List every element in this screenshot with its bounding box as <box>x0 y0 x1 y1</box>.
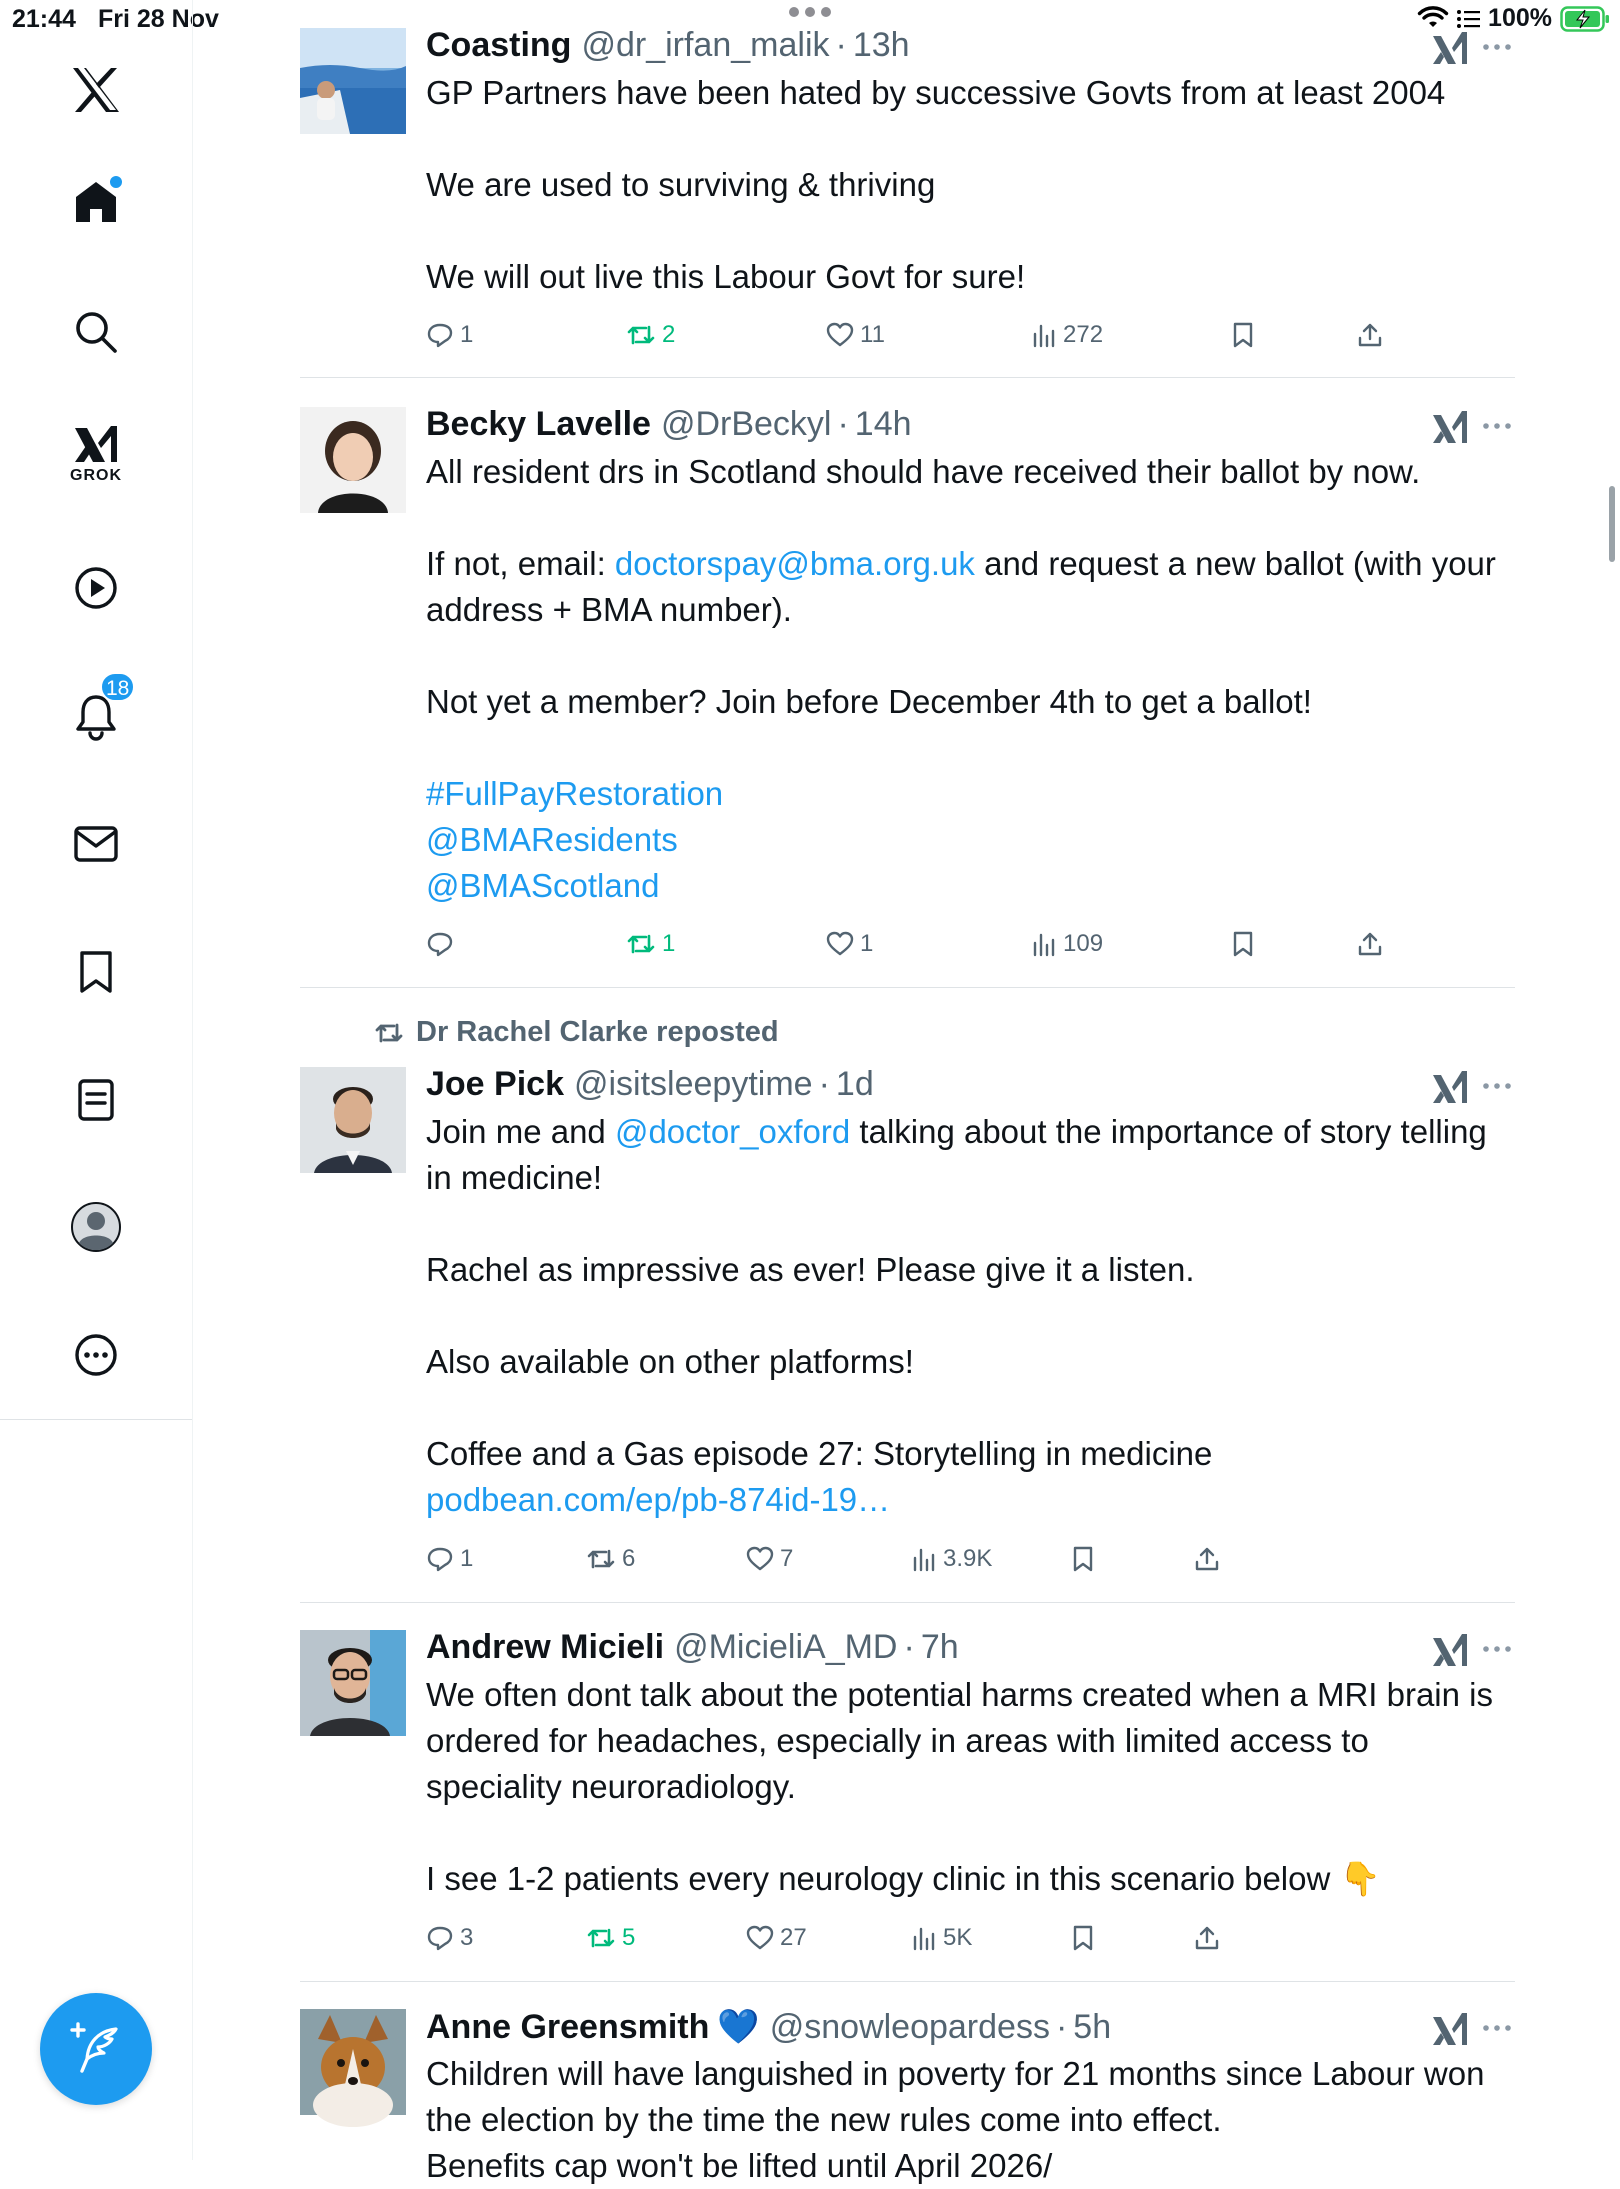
tweet-header: Andrew Micieli @MicieliA_MD · 7h <box>426 1628 959 1666</box>
tweet-divider <box>300 1602 1515 1603</box>
tweet[interactable] <box>300 2007 1515 2184</box>
bookmark-outline-icon <box>1231 930 1255 958</box>
tweet-time[interactable]: 5h <box>1073 2008 1112 2046</box>
tweet-text: We often dont talk about the potential harms created when a MRI brain is ordered for headaches, especially in areas with limited access to speciality neuroradiology. I see 1-2 patients every neurology clinic in this scenario below 👇 <box>426 1676 1493 1897</box>
heart-icon <box>746 1546 774 1572</box>
tweet-header: Becky Lavelle @DrBeckyl · 14h <box>426 405 912 443</box>
sidebar-item-notifications[interactable] <box>56 676 136 756</box>
reply-icon <box>426 930 454 958</box>
bookmark-icon <box>76 949 116 995</box>
repost-button[interactable] <box>586 1539 635 1579</box>
views-button[interactable] <box>911 1539 992 1579</box>
share-icon <box>1193 1545 1221 1573</box>
sidebar-item-grok-label: GROK <box>70 467 122 484</box>
play-icon <box>73 565 119 611</box>
bookmark-outline-icon <box>1071 1545 1095 1573</box>
author-name[interactable]: Becky Lavelle <box>426 405 651 443</box>
repost-icon <box>586 1924 616 1952</box>
bookmark-button[interactable] <box>1231 924 1255 964</box>
tweet-time[interactable]: 13h <box>852 26 910 64</box>
sidebar-item-profile[interactable] <box>56 1187 136 1267</box>
grok-explain-icon[interactable] <box>1430 1067 1470 1107</box>
share-icon <box>1356 321 1384 349</box>
reply-button[interactable] <box>426 1539 473 1579</box>
heart-icon <box>826 322 854 348</box>
status-date: Fri 28 Nov <box>98 5 219 33</box>
repost-count: 1 <box>662 930 676 957</box>
views-chart-icon <box>1031 931 1057 957</box>
author-handle[interactable]: @snowleopardess <box>769 2008 1050 2046</box>
author-name[interactable]: Coasting <box>426 26 572 64</box>
bookmark-outline-icon <box>1071 1924 1095 1952</box>
repost-icon <box>626 930 656 958</box>
new-posts-dot <box>108 174 124 190</box>
share-button[interactable] <box>1193 1539 1221 1579</box>
like-count: 27 <box>780 1924 807 1951</box>
avatar[interactable] <box>300 407 406 513</box>
views-chart-icon <box>911 1546 937 1572</box>
tweet-actions <box>426 924 1426 964</box>
reply-icon <box>426 321 454 349</box>
tweet-text: Join me and @doctor_oxford talking about the importance of story telling in medicine! Rachel as impressive as ever! Please give it a listen. Also available on other platforms! Coffee and a Gas episode 27: Storytelling in medicine podbean.com/ep/pb-874id-19… <box>426 1113 1487 1518</box>
like-button[interactable] <box>746 1918 807 1958</box>
battery-charging-icon <box>1560 6 1610 32</box>
mail-icon <box>73 824 119 864</box>
compose-icon <box>68 2021 124 2077</box>
share-button[interactable] <box>1356 924 1384 964</box>
view-count: 3.9K <box>943 1545 993 1572</box>
like-count: 11 <box>860 321 885 348</box>
tweet-text: All resident drs in Scotland should have received their ballot by now. If not, email: doctorspay@bma.org.uk and request a new ballot (with your address + BMA number). Not yet a member? Join before December 4th to get a ballot! #FullPayRestoration @BMAResidents @BMAScotland <box>426 453 1496 904</box>
avatar[interactable] <box>300 1630 406 1736</box>
sidebar-item-video[interactable] <box>56 548 136 628</box>
more-options-button[interactable] <box>1480 1634 1514 1664</box>
views-button[interactable] <box>1031 924 1103 964</box>
author-name[interactable]: Andrew Micieli <box>426 1628 665 1666</box>
views-button[interactable] <box>1031 315 1103 355</box>
more-options-button[interactable] <box>1480 1071 1514 1101</box>
tweet-text: GP Partners have been hated by successive Govts from at least 2004 We are used to surviving & thriving We will out live this Labour Govt for sure! <box>426 74 1446 295</box>
hashtag-link[interactable]: #FullPayRestoration <box>426 775 724 812</box>
compose-button[interactable] <box>40 1993 152 2105</box>
author-handle[interactable]: @dr_irfan_malik <box>581 26 830 64</box>
ellipsis-icon <box>1482 43 1512 51</box>
avatar[interactable] <box>300 2009 406 2115</box>
bookmark-button[interactable] <box>1231 315 1255 355</box>
more-options-button[interactable] <box>1480 32 1514 62</box>
reply-count: 1 <box>460 321 474 348</box>
like-count: 1 <box>860 930 874 957</box>
repost-count: 5 <box>622 1924 636 1951</box>
repost-button[interactable] <box>626 315 675 355</box>
views-chart-icon <box>1031 322 1057 348</box>
battery-percent: 100% <box>1488 4 1552 32</box>
views-button[interactable] <box>911 1918 972 1958</box>
share-icon <box>1193 1924 1221 1952</box>
reply-button[interactable] <box>426 315 473 355</box>
like-count: 7 <box>780 1545 794 1572</box>
ellipsis-icon <box>1482 422 1512 430</box>
grok-explain-icon[interactable] <box>1430 407 1470 447</box>
tweet-header: Joe Pick @isitsleepytime · 1d <box>426 1065 874 1103</box>
tweet-header: Coasting @dr_irfan_malik · 13h <box>426 26 910 64</box>
mention-link[interactable]: @BMAResidents <box>426 821 678 858</box>
profile-avatar-icon <box>70 1201 122 1253</box>
sidebar-item-grok[interactable] <box>56 415 136 495</box>
heart-emoji: 💙 <box>717 2008 760 2046</box>
mention-link[interactable]: @doctor_oxford <box>614 1113 851 1150</box>
reply-icon <box>426 1545 454 1573</box>
author-handle[interactable]: @isitsleepytime <box>573 1065 813 1103</box>
heart-icon <box>746 1925 774 1951</box>
tweet[interactable] <box>300 26 1515 356</box>
grok-explain-icon[interactable] <box>1430 2009 1470 2049</box>
sidebar-item-home[interactable] <box>56 162 136 242</box>
tweet-divider <box>300 377 1515 378</box>
list-icon <box>76 1077 116 1123</box>
repost-context-text: Dr Rachel Clarke reposted <box>416 1016 779 1048</box>
tweet-time[interactable]: 7h <box>920 1628 959 1666</box>
repost-button[interactable] <box>626 924 675 964</box>
tweet[interactable] <box>300 405 1515 965</box>
grok-explain-icon[interactable] <box>1430 1630 1470 1670</box>
repost-context[interactable] <box>374 1016 779 1049</box>
tweet-actions <box>426 315 1426 355</box>
sidebar-item-lists[interactable] <box>56 1060 136 1140</box>
sidebar-separator <box>0 1419 192 1420</box>
reply-button[interactable] <box>426 924 460 964</box>
view-count: 109 <box>1063 930 1104 957</box>
scrollbar[interactable] <box>1609 486 1615 562</box>
sidebar-item-explore[interactable] <box>56 292 136 372</box>
share-button[interactable] <box>1193 1918 1221 1958</box>
repost-count: 2 <box>662 321 676 348</box>
view-count: 5K <box>943 1924 973 1951</box>
bookmark-button[interactable] <box>1071 1918 1095 1958</box>
email-link[interactable]: doctorspay@bma.org.uk <box>614 545 975 582</box>
author-handle[interactable]: @DrBeckyl <box>660 405 832 443</box>
like-button[interactable] <box>826 315 885 355</box>
notification-badge: 18 <box>100 672 135 702</box>
avatar[interactable] <box>300 1067 406 1173</box>
x-logo-icon <box>71 66 121 114</box>
repost-small-icon <box>374 1020 404 1046</box>
ellipsis-icon <box>1482 2024 1512 2032</box>
tweet[interactable] <box>300 1628 1515 1983</box>
x-logo-button[interactable] <box>56 50 136 130</box>
sidebar <box>0 0 193 2160</box>
multitasking-dots-icon[interactable] <box>788 6 832 18</box>
ellipsis-icon <box>1482 1082 1512 1090</box>
avatar-coastal-photo-icon <box>300 28 406 134</box>
tweet-header: Anne Greensmith 💙 @snowleopardess · 5h <box>426 2008 1112 2046</box>
tweet-divider <box>300 1981 1515 1982</box>
view-count: 272 <box>1063 321 1104 348</box>
mention-link[interactable]: @BMAScotland <box>426 867 660 904</box>
tweet-actions <box>426 1539 1426 1579</box>
repost-icon <box>626 321 656 349</box>
reply-button[interactable] <box>426 1918 473 1958</box>
avatar-portrait-icon <box>300 407 406 513</box>
more-circle-icon <box>73 1332 119 1378</box>
author-handle[interactable]: @MicieliA_MD <box>674 1628 898 1666</box>
tweet-divider <box>300 987 1515 988</box>
bookmark-outline-icon <box>1231 321 1255 349</box>
ellipsis-icon <box>1482 1645 1512 1653</box>
views-chart-icon <box>911 1925 937 1951</box>
like-button[interactable] <box>746 1539 793 1579</box>
repost-button[interactable] <box>586 1918 635 1958</box>
reply-count: 1 <box>460 1545 474 1572</box>
grok-icon <box>71 422 121 466</box>
status-time: 21:44 <box>12 5 76 33</box>
repost-icon <box>586 1545 616 1573</box>
sidebar-item-more[interactable] <box>56 1315 136 1395</box>
author-name[interactable]: Joe Pick <box>426 1065 564 1103</box>
url-link[interactable]: podbean.com/ep/pb-874id-19… <box>426 1481 891 1518</box>
tweet-time[interactable]: 14h <box>854 405 912 443</box>
avatar-dog-photo-icon <box>300 2009 406 2115</box>
sidebar-item-messages[interactable] <box>56 804 136 884</box>
heart-icon <box>826 931 854 957</box>
more-options-button[interactable] <box>1480 411 1514 441</box>
grok-explain-icon[interactable] <box>1430 28 1470 68</box>
reply-icon <box>426 1924 454 1952</box>
tweet-time[interactable]: 1d <box>835 1065 874 1103</box>
bookmark-button[interactable] <box>1071 1539 1095 1579</box>
sidebar-item-bookmarks[interactable] <box>56 932 136 1012</box>
tweet-actions <box>426 1918 1426 1958</box>
search-icon <box>74 310 118 354</box>
repost-count: 6 <box>622 1545 636 1572</box>
share-icon <box>1356 930 1384 958</box>
tweet-text: Children will have languished in poverty for 21 months since Labour won the election by the time the new rules come into effect. Benefits cap won't be lifted until April 2026/ <box>426 2055 1485 2184</box>
reply-count: 3 <box>460 1924 474 1951</box>
more-options-button[interactable] <box>1480 2013 1514 2043</box>
share-button[interactable] <box>1356 315 1384 355</box>
tweet[interactable] <box>300 1065 1515 1590</box>
avatar-portrait-icon <box>300 1630 406 1736</box>
avatar-portrait-icon <box>300 1067 406 1173</box>
like-button[interactable] <box>826 924 873 964</box>
avatar[interactable] <box>300 28 406 134</box>
author-name[interactable]: Anne Greensmith <box>426 2008 710 2046</box>
